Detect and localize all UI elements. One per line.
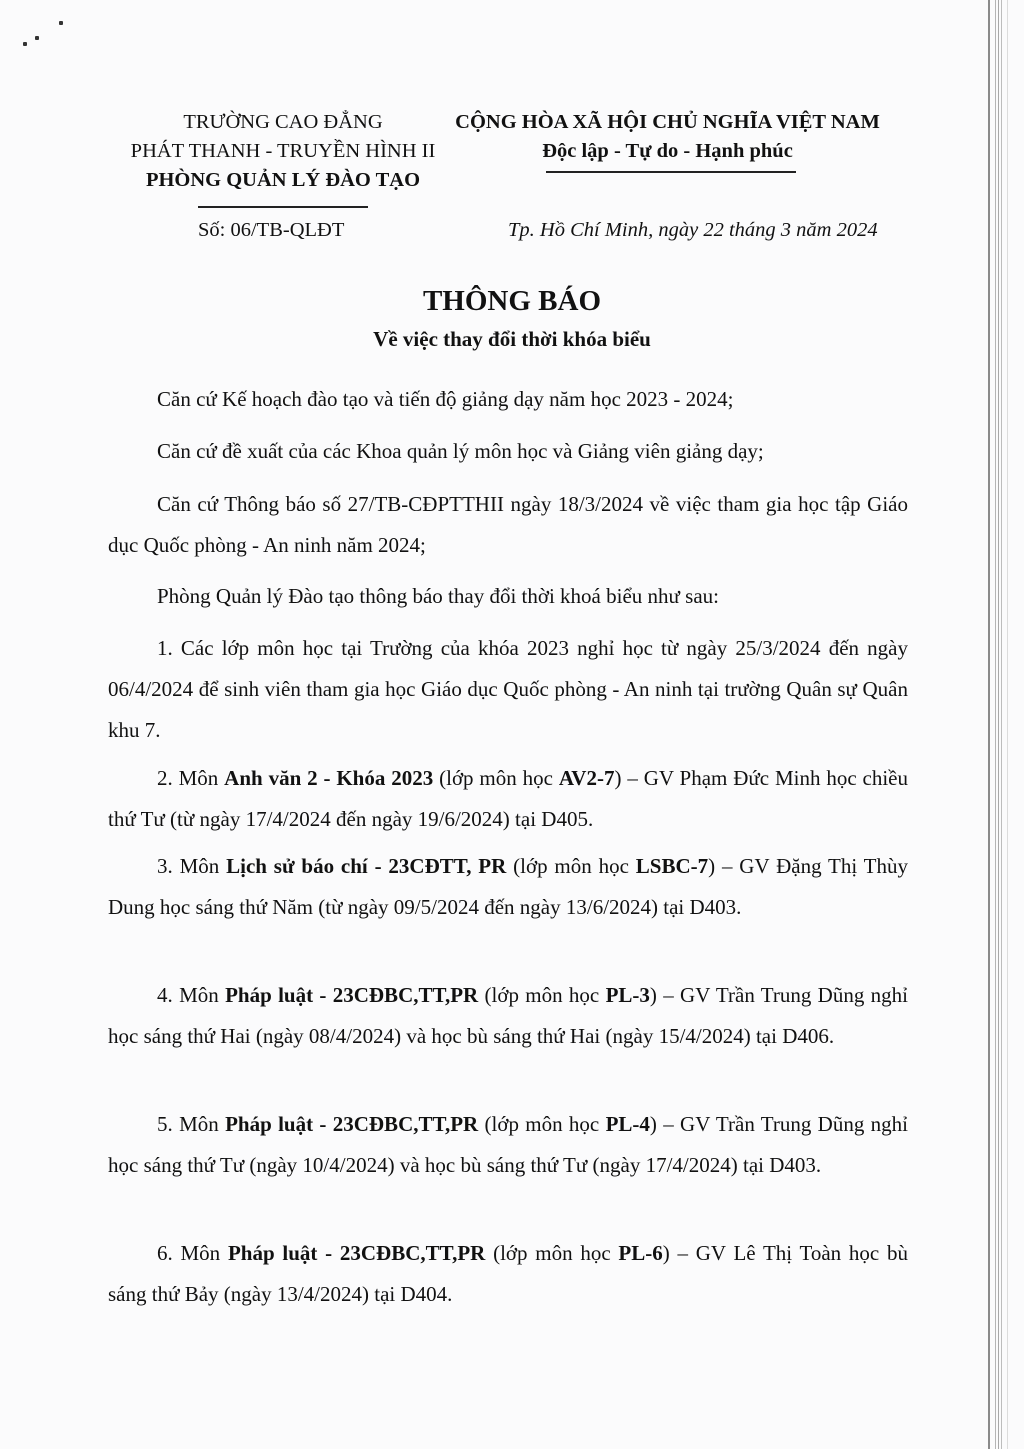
item-text: (lớp môn học [485, 1241, 619, 1265]
subject-name: Lịch sử báo chí - 23CĐTT, PR [226, 854, 507, 878]
org-name-line2: PHÁT THANH - TRUYỀN HÌNH II [130, 140, 436, 162]
department-name: PHÒNG QUẢN LÝ ĐÀO TẠO [145, 169, 421, 191]
org-underline [198, 206, 368, 208]
item-3 [108, 846, 908, 928]
basis-1: Căn cứ Kế hoạch đào tạo và tiến độ giảng dạy năm học 2023 - 2024; [157, 387, 734, 411]
item-details: ) – GV Phạm Đức Minh học chiều thứ Tư (từ ngày 17/4/2024 đến ngày 19/6/2024) tại D405. [108, 766, 908, 831]
item-4 [108, 975, 908, 1057]
scan-specks [0, 0, 120, 80]
item-6 [108, 1233, 908, 1315]
basis-2: Căn cứ đề xuất của các Khoa quản lý môn học và Giảng viên giảng dạy; [157, 439, 764, 463]
motto-underline [546, 171, 796, 173]
basis-3: Căn cứ Thông báo số 27/TB-CĐPTTHII ngày 18/3/2024 về việc tham gia học tập Giáo dục Quốc phòng - An ninh năm 2024; [108, 492, 908, 557]
national-motto: Độc lập - Tự do - Hạnh phúc [542, 140, 793, 162]
item-details: ) – GV Trần Trung Dũng nghỉ học sáng thứ Hai (ngày 08/4/2024) và học bù sáng thứ Hai (ngày 15/4/2024) tại D406. [108, 983, 909, 1048]
subject-name: Pháp luật - 23CĐBC,TT,PR [227, 1241, 486, 1265]
document-title: THÔNG BÁO [422, 285, 602, 317]
item-5 [108, 1104, 908, 1186]
item-text: (lớp môn học [506, 854, 636, 878]
item-details: ) – GV Trần Trung Dũng nghỉ học sáng thứ Tư (ngày 10/4/2024) và học bù sáng thứ Tư (ngày 17/4/2024) tại D403. [108, 1112, 909, 1177]
national-header [425, 108, 910, 166]
item-number: 4. Môn [157, 983, 226, 1007]
item-details: ) – GV Đặng Thị Thùy Dung học sáng thứ Năm (từ ngày 09/5/2024 đến ngày 13/6/2024) tại D403. [108, 854, 908, 919]
item-number: 6. Môn [157, 1241, 228, 1265]
item-2 [108, 758, 908, 840]
nation-name: CỘNG HÒA XÃ HỘI CHỦ NGHĨA VIỆT NAM [455, 111, 880, 133]
subject-name: Pháp luật - 23CĐBC,TT,PR [225, 1112, 479, 1136]
item-details: ) – GV Lê Thị Toàn học bù sáng thứ Bảy (ngày 13/4/2024) tại D404. [108, 1241, 908, 1306]
intro-paragraph: Phòng Quản lý Đào tạo thông báo thay đổi thời khoá biểu như sau: [157, 584, 719, 608]
document-number: Số: 06/TB-QLĐT [198, 219, 345, 241]
class-code: LSBC-7 [635, 854, 709, 878]
class-code: AV2-7 [558, 766, 615, 790]
class-code: PL-4 [605, 1112, 650, 1136]
class-code: PL-3 [605, 983, 650, 1007]
document-subtitle: Về việc thay đổi thời khóa biểu [373, 327, 651, 351]
subject-name: Pháp luật - 23CĐBC,TT,PR [225, 983, 479, 1007]
item-text: (lớp môn học [478, 983, 606, 1007]
class-code: PL-6 [618, 1241, 663, 1265]
subject-name: Anh văn 2 - Khóa 2023 [224, 766, 434, 790]
scan-edge-lines [985, 0, 1024, 1449]
item-number: 5. Môn [157, 1112, 226, 1136]
item-1: 1. Các lớp môn học tại Trường của khóa 2023 nghỉ học từ ngày 25/3/2024 đến ngày 06/4/2024 để sinh viên tham gia học Giáo dục Quốc phòng - An ninh tại trường Quân sự Quân khu 7. [108, 636, 908, 742]
item-number: 2. Môn [157, 766, 225, 790]
place-and-date: Tp. Hồ Chí Minh, ngày 22 tháng 3 năm 2024 [508, 219, 878, 241]
org-name-line1: TRƯỜNG CAO ĐẲNG [183, 111, 383, 133]
issuing-organization [108, 108, 458, 195]
item-text: (lớp môn học [433, 766, 559, 790]
item-number: 3. Môn [157, 854, 227, 878]
item-text: (lớp môn học [478, 1112, 606, 1136]
